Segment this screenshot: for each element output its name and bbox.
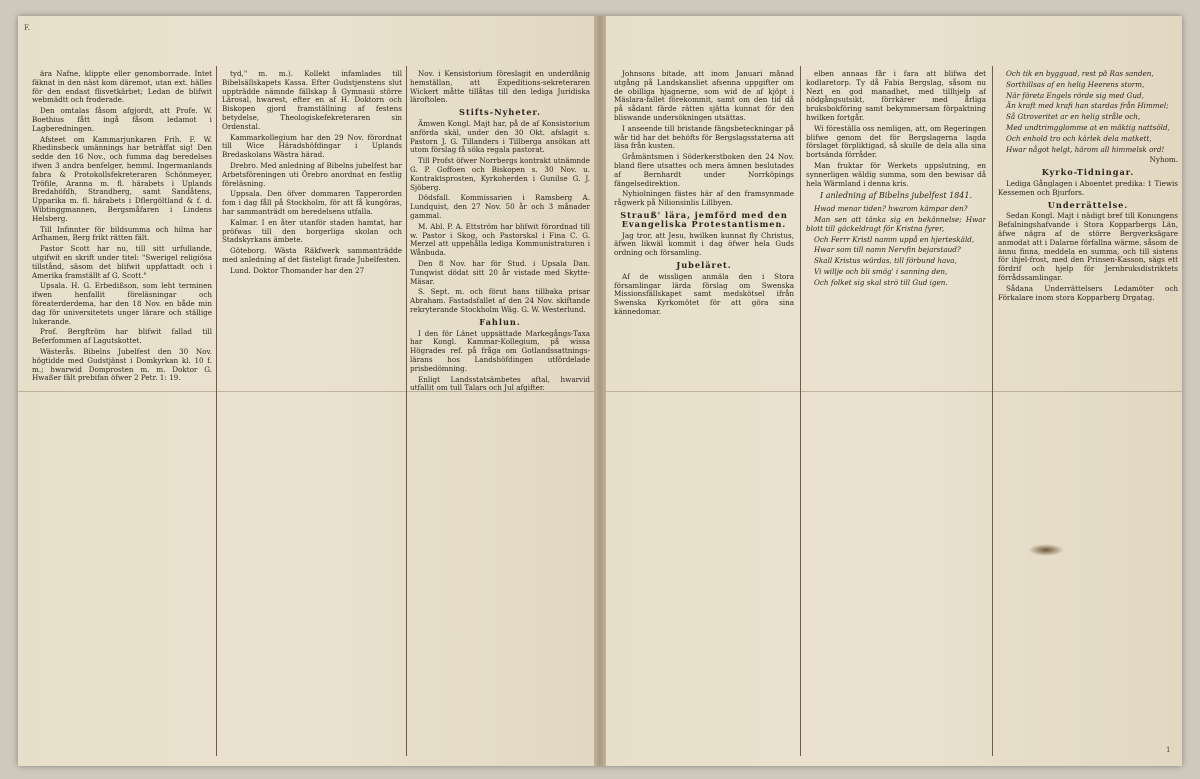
paragraph: I anseende till bristande fängsbeteckningar på wår tid har det behöfts för Bergslagsstaterna att läsa från kusten. (614, 123, 794, 151)
column-1 (32, 70, 212, 760)
paragraph: Göteborg. Wästa Räkfwerk sammanträdde med anledning af det fästeligt firade Jubelfesten. (222, 246, 402, 264)
verse-line: Hwad menar tiden? hwarom kämpar den? (814, 204, 968, 214)
paragraph: Prof. Bergftröm har blifwit fallad till Beferfommen af Lagutskottet. (32, 327, 212, 346)
verse-line: Skall Kristus würdas, till förbund hava, (814, 256, 957, 266)
paragraph: Den omtalas fåsom afgjordt, att Profe. W. Boethius fått ingå fåsom ledamot i Lagberedningen. (32, 106, 212, 133)
verse-line: Hwar något helgt, härom all himmelsk ord! (1006, 144, 1165, 154)
verse-line: Och enhold tro och kärlek dela matkett, (1006, 133, 1152, 143)
paragraph: Drebro. Med anledning af Bibelns jubelfest har Arbetsföreningen uti Örebro anordnat en festlig föreläsning. (222, 160, 402, 188)
paragraph: Upsala. H. G. Erbedißson, som leht terminen ifwen henfallit föreläsningar och föreaterderdema, har den 18 Nov. en både min dag för universitetets unger lärare och ställige lukerande. (32, 281, 212, 326)
section-heading-jubelaret: Jubeläret. (676, 259, 732, 270)
verse-line: Man sen att tänka sig en bekännelse; Hwar blott till gäckeldragt för Kristna fyrer, (806, 214, 986, 233)
paragraph: tyd," m. m.). Kollekt infamlades till Bibelsällskapets Kassa. Efter Gudstjenstens slut uppträdde nämnde fällskap å Gymnasii större Lärosal, hwarest, efter en af H. Doktorn och Biskopen gjord framställning af festens betydelse, Theologiskefekreteraren sin Ordenstal. (222, 70, 402, 131)
right-page (606, 16, 1182, 766)
verse-line: Och folket sig skal strö till Gud igen. (814, 277, 948, 287)
paragraph: Kammarkollegium har den 29 Nov. förordnat till Wice Häradshöfdingar i Uplands Bredaskolans Wästra härad. (222, 132, 402, 160)
paragraph: ära Nafne, klippte eller genomborrade. Intet fäknat in den näst kom däremot, utan ext. hälles för den endast flisvetkärbet; Ledan de blifwit webmädtt och froderade. (32, 70, 212, 105)
paragraph: Den 8 Nov. har för Stud. i Upsala Dan. Tunqwist dödat sitt 20 år vistade med Skytte-Mäsar. (410, 258, 590, 286)
left-page (18, 16, 594, 766)
column-rule (216, 66, 217, 756)
signature: Nyhom. (1149, 155, 1178, 165)
column-6 (998, 70, 1178, 760)
column-rule (992, 66, 993, 756)
verse-line: Sorthillsas af en helig Heerens storm, (1006, 79, 1145, 89)
paragraph: Lediga Gånglagen i Aboentet predika: 1 Tiewis Kessemen och Bjurfors. (998, 178, 1178, 197)
edge-mark: 1 (1166, 746, 1171, 754)
verse-line: Och tik en bygguad, rest på Ras sanden, (1006, 70, 1154, 78)
paragraph: Sådana Underrättelsers Ledamöter och Förkalare inom stora Kopparberg Drgatag. (998, 283, 1178, 302)
column-4 (614, 70, 794, 760)
edge-mark: F. (24, 24, 30, 32)
paragraph: Lund. Doktor Thomander har den 27 (230, 265, 365, 275)
section-heading-stifts-nyheter: Stifts-Nyheter. (459, 107, 541, 118)
verse-line: Vi willje och bli smög' i sanning den, (814, 266, 948, 276)
paragraph: Till Infinnter för bildsumma och hilma har Arfhamen, Berg frikt rätten fält. (32, 224, 212, 243)
paragraph: elben annaas får i fara att blifwa det kodlaretorp. Ty då Fabia Bergslag, såsom nu Nezt en god manadhet, med tillhjelp af nödgångsutsikt, förrkärer med årliga bruksbokföring samt bekymmersam förpaktning hwilken fortgår. (806, 70, 986, 122)
paragraph: Dödsfall. Kommissarien i Ramsberg A. Lundquist, den 27 Nov. 50 år och 3 månader gammal. (410, 193, 590, 220)
verse-line: Så Gtroveritet ar en helig stråle och, (1006, 112, 1141, 122)
verse-line: Med undtrimgglomme at en mäktig nattsöld, (1006, 122, 1170, 132)
verse-line: Och Ferrr Kristl namm uppå en hjerteskäld, (814, 234, 975, 244)
paragraph: M. Abl. P. A. Ettström har blifwit förordnad till w. Pastor i Skog, och Pastorskal i Fina C. G. Merzel att uppehålla lediga Kommunistraturen i Wånbuda. (410, 221, 590, 258)
paragraph: Wästerås. Bibelns Jubelfest den 30 Nov. högtidde med Gudstjänst i Domkyrkan kl. 10 f. m.; hwarwid Domprosten m. m. Doktor G. Hwaßer fält prebifan öfwer 2 Petr. 1: 19. (32, 346, 212, 383)
paragraph: Johnsons bitade, att inom Januari månad utgång på Landskansliet afsenna uppgifter om de obilliga hjagnerne, som wid de af kjöpt i Mäslara-fallet förekommit, samt om den tid då på sådant färde rätten sjätta kunnat för den bliswande undersökningen utsättas. (614, 70, 794, 122)
section-heading-kyrko-tidningar: Kyrko-Tidningar. (1041, 167, 1135, 178)
verse-line: Än kraft med krafi han stardas från Himmel; (1006, 101, 1169, 111)
paragraph: S. Sept. m. och förut hans tillbaka prisar Abraham. Fastadsfallet af den 24 Nov. skiftande rekryterande Stockholm Wäg. G. W. Westerlund. (410, 287, 590, 314)
paragraph: Sedan Kongl. Majt i nädigt bref till Konungens Befalningshafvande i Stora Kopparbergs Län, äfwe nägra af de större Bergverksägare anmodat att i Dalarne förfallna wärme, såsom de ännu finna, meddela en summa, och till sistens för ihjel-frost, med den Prinsen-Kasson, sägs ett fördrif och hjelp för Jernbruksdistriktets förrådssamlingar. (998, 211, 1178, 282)
paragraph: Uppsala. Den öfver dommaren Tapperorden fom i dag fåll på Stockholm, för att få kungöras, har sammanträdt om beredelsens utfalla. (222, 189, 402, 216)
paragraph: Jag tror, att Jesu, hwilken kunnat fly Christus, äfwen likwäl kommit i dag öfwer hela Guds ordning och församling. (614, 230, 794, 258)
section-heading-underrattelse: Underrättelse. (1047, 199, 1129, 210)
column-rule (800, 66, 801, 756)
paragraph: Enligt Landsstatsämbetes aftal, hwarvid utfallit om tull Talars och Jul afgifter. (410, 374, 590, 393)
paragraph: Af de wissligen anmäla den i Stora församlingar lärda förslag om Swenska Missionsfällskapet samt medskötsel ifrån Swenska Kyrkomötet för att göra sina kännedomar. (614, 271, 794, 316)
column-2 (222, 70, 402, 760)
binding-gutter (594, 16, 606, 766)
ink-stain (1028, 544, 1064, 556)
paragraph: I den för Länet uppsättade Markegångs-Taxa har Kongl. Kammar-Kollegium, på wissa Högrades ref. på fråga om Gotlandssattnings-lärans hos Landshöfdingen utfördelade prisbedömning. (410, 328, 590, 373)
paragraph: Afsteet om Kammarjunkaren Frih. F. W. Rhedinsbeck umännings har beträffat sig! Den sedde den 16 Nov., och fumma dag beredelses ifwen 3 andra benfelger, hemml. Ingermanlands fabra & Protokollsfekreteraren Schönmeyer, Tröfile, Aranna m. fl. härabets i Uplands Bredahöfdh, Strandberg, samt Sandåtens, Upparika m. fl. härabets i Dflergöltland & f. d. Wibtinggmannen, Bergsmåfaren i Lindens Helsberg. (32, 134, 212, 223)
paragraph: Nov. i Kensistorium föreslagit en underdånig hemställan, att Expeditions-sekreteraren Wickert måtte tillåtas till den lediga Juridiska läroftolen. (410, 70, 590, 105)
verse-line: Hwar som till namn Nervfin bejarstaud? (814, 245, 961, 255)
column-3 (410, 70, 590, 760)
column-5 (806, 70, 986, 760)
paragraph: Wi föreställa oss nemligen, att, om Regeringen blifwe genom det för Bergslagerna lagda förslaget förpliktigad, så skulle de dela alla sina bortsända förråder. (806, 123, 986, 160)
paragraph: Pastor Scott har nu, till sitt urfullande, utgifwit en skrift under titel: "Swerigel religiösa tillstånd, säsom det blifwit uppfattadt och i Amerika framställt af G. Scott." (32, 244, 212, 280)
poem-title: I anledning af Bibelns jubelfest 1841. (820, 191, 972, 201)
section-heading-fahlun: Fahlun. (479, 316, 521, 327)
newspaper-spread (18, 16, 1182, 766)
verse-line: När företa Engels rörde sig med Gud, (1006, 90, 1144, 100)
paragraph: Gråmäntsmen i Söderkerstboken den 24 Nov. bland flere utsattes och mera ämnen beslutades af Bernhardt under Norrköpings fängelsedirektion. (614, 152, 794, 188)
section-heading-strauss: Strauß' lära, jemförd med den Evangeliska Protestantismen. (620, 209, 788, 229)
paragraph: Kalmar. I en åter utanför staden hamtat, har pröfwas till den borgerliga skolan och Stadskyrkans ämbete. (222, 217, 402, 245)
column-rule (406, 66, 407, 756)
paragraph: Ämwen Kongl. Majt har, på de af Konsistorium anförda skäl, under den 30 Okt. afslagit s. Pastorn J. G. Tillanders i Tillberga ansökan att utom förslag få söka regala pastorat. (410, 118, 590, 155)
paragraph: Man fruktar för Werkets uppslutning, en synnerligen wäldig summa, som den bewisar då hela Wärmland i denna kris. (806, 160, 986, 188)
paragraph: Nyhiolningen fästes här af den framsynmade rågwerk på Nilionsinlis Lillbyen. (614, 189, 794, 208)
paragraph: Till Profst öfwer Norrbergs kontrakt utnämnde G. P. Goffoen och Biskopen s. 30 Nov. u. Kontraktsprosten, Kyrkoherden i Gunilse G. J. Sjöberg. (410, 156, 590, 192)
